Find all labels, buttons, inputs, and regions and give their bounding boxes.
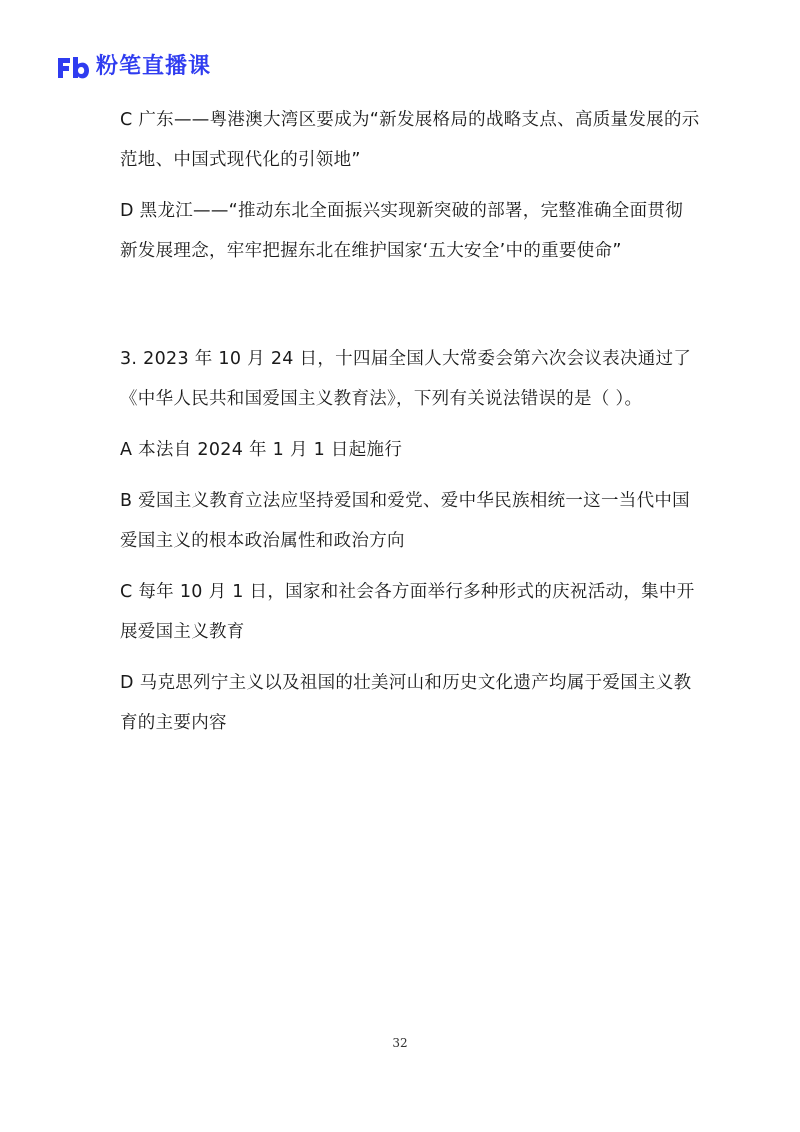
- question-3-option-d: D 马克思列宁主义以及祖国的壮美河山和历史文化遗产均属于爱国主义教育的主要内容: [120, 673, 692, 733]
- page-number: 32: [392, 1036, 408, 1050]
- question-3-option-b: B 爱国主义教育立法应坚持爱国和爱党、爱中华民族相统一这一当代中国爱国主义的根本政治属性和政治方向: [120, 491, 690, 551]
- fenbi-fb-logo-icon: [56, 54, 90, 80]
- question-3-stem: 3. 2023 年 10 月 24 日，十四届全国人大常委会第六次会议表决通过了《中华人民共和国爱国主义教育法》，下列有关说法错误的是（ ）。: [120, 349, 692, 409]
- question-3-option-c: C 每年 10 月 1 日，国家和社会各方面举行多种形式的庆祝活动，集中开展爱国主义教育: [120, 582, 695, 642]
- brand-name: 粉笔直播课: [96, 54, 212, 79]
- document-body: [120, 100, 700, 743]
- page-header: [56, 52, 211, 82]
- option-c-previous-question: C 广东——粤港澳大湾区要成为“新发展格局的战略支点、高质量发展的示范地、中国式现代化的引领地”: [120, 110, 700, 170]
- option-d-previous-question: D 黑龙江——“推动东北全面振兴实现新突破的部署，完整准确全面贯彻新发展理念，牢牢把握东北在维护国家‘五大安全’中的重要使命”: [120, 201, 684, 261]
- question-3-option-a: A 本法自 2024 年 1 月 1 日起施行: [120, 440, 403, 460]
